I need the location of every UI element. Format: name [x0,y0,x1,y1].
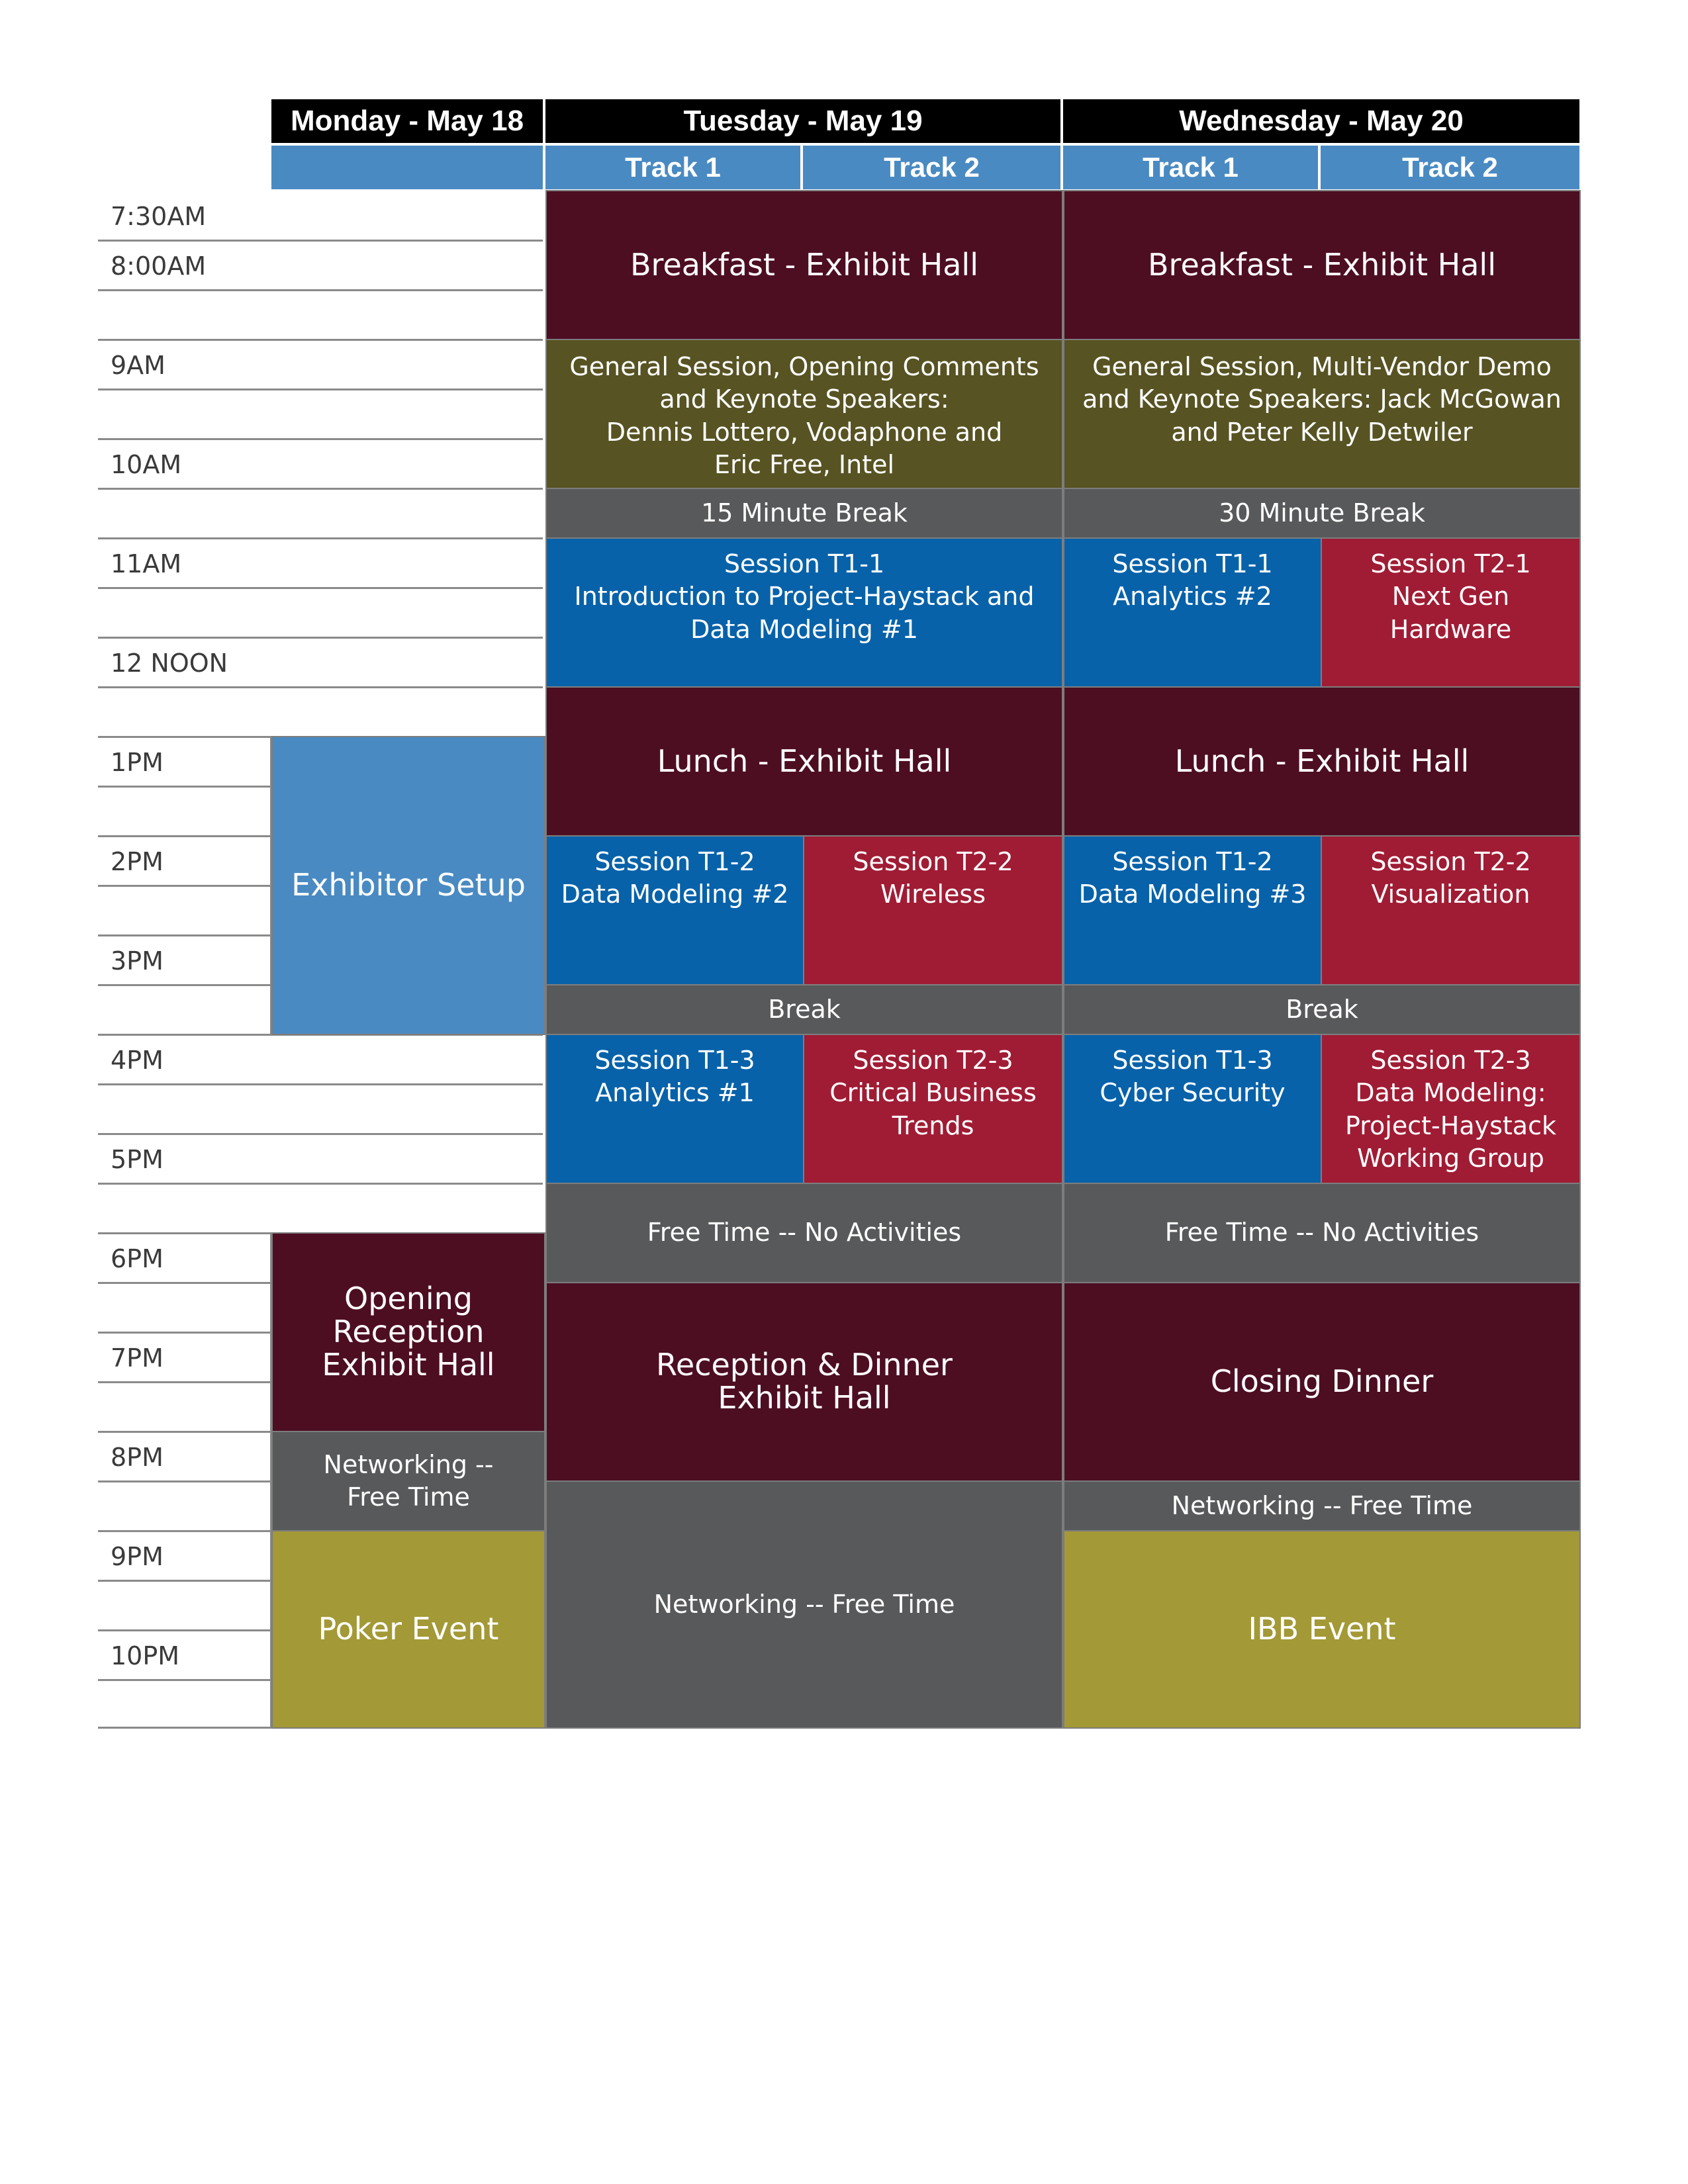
event-label: Session T2-2 Wireless [853,847,1013,909]
event-label: Breakfast - Exhibit Hall [1147,246,1496,283]
wednesday-breakfast [1063,190,1581,340]
time-label: 8:00AM [111,251,207,281]
monday-opening-reception [271,1232,545,1432]
row-line [98,240,543,242]
wednesday-ibb-event [1063,1530,1581,1729]
time-label: 2PM [111,847,164,876]
tuesday-session-t2-3 [803,1034,1063,1184]
time-label: 10AM [111,450,182,479]
event-label: Session T2-2 Visualization [1370,847,1531,909]
wednesday-track-1-header: Track 1 [1063,146,1318,189]
event-label: Session T2-1 Next Gen Hardware [1370,549,1531,644]
event-label: Poker Event [318,1611,499,1647]
row-line [98,1431,271,1433]
row-line [98,1679,271,1681]
event-label: Session T2-3 Critical Business Trends [829,1046,1037,1140]
time-label: 12 NOON [111,649,228,678]
row-line [98,686,543,688]
event-label: General Session, Opening Comments and Keynote Speakers: Dennis Lottero, Vodaphone and Eric Free, Intel [569,352,1039,480]
wednesday-closing-dinner [1063,1282,1581,1482]
time-label: 11AM [111,549,182,578]
row-line [98,1332,271,1334]
tuesday-breakfast [545,190,1063,340]
event-label: Networking -- Free Time [653,1589,955,1619]
row-line [98,587,543,589]
tuesday-track-2-header: Track 2 [803,146,1060,189]
wednesday-30-minute-break [1063,488,1581,539]
event-label: Free Time -- No Activities [647,1218,962,1248]
row-line [98,1530,271,1532]
time-label: 5PM [111,1145,164,1174]
tuesday-session-t1-1 [545,537,1063,688]
tuesday-free-time [545,1183,1063,1283]
event-label: Session T1-3 Cyber Security [1100,1046,1286,1108]
time-label: 9PM [111,1542,164,1571]
row-line [98,289,543,291]
wednesday-session-t2-2 [1321,835,1581,985]
wednesday-free-time [1063,1183,1581,1283]
row-line [98,1381,271,1383]
row-line [98,1580,271,1582]
row-line [98,934,271,936]
monday-track-header [271,146,543,189]
event-label: General Session, Multi-Vendor Demo and Keynote Speakers: Jack McGowan and Peter Kelly Detwiler [1082,352,1562,447]
wednesday-track-2-header: Track 2 [1321,146,1579,189]
event-label: 15 Minute Break [701,498,908,527]
event-label: Session T1-3 Analytics #1 [594,1046,755,1108]
tuesday-lunch [545,686,1063,837]
time-label: 7PM [111,1343,164,1373]
event-label: 30 Minute Break [1219,498,1425,527]
row-line [98,637,543,639]
time-label: 4PM [111,1046,164,1075]
event-label: Closing Dinner [1210,1363,1434,1400]
row-line [98,1282,271,1284]
wednesday-session-t1-1 [1063,537,1322,688]
time-label: 6PM [111,1244,164,1273]
event-label: Session T1-1 Introduction to Project-Haystack and Data Modeling #1 [574,549,1035,644]
event-label: Networking -- Free Time [323,1449,494,1512]
event-label: Opening Reception Exhibit Hall [322,1281,495,1383]
event-label: Free Time -- No Activities [1164,1218,1479,1248]
tuesday-header: Tuesday - May 19 [545,99,1060,143]
tuesday-track-1-header: Track 1 [545,146,800,189]
event-label: Breakfast - Exhibit Hall [630,246,978,283]
wednesday-session-t1-3 [1063,1034,1322,1184]
row-line [98,388,543,390]
event-label: Break [1286,994,1358,1024]
tuesday-reception-dinner [545,1282,1063,1482]
event-label: Session T1-1 Analytics #2 [1112,549,1273,612]
time-label: 10PM [111,1641,180,1670]
row-line [98,835,271,837]
row-line [98,488,543,490]
event-label: Session T2-3 Data Modeling: Project-Haystack Working Group [1345,1046,1556,1173]
tuesday-break [545,984,1063,1035]
wednesday-session-t1-2 [1063,835,1322,985]
tuesday-networking [545,1480,1063,1729]
row-line [98,786,271,788]
monday-poker-event [271,1530,545,1729]
monday-header: Monday - May 18 [271,99,543,143]
tuesday-general-session [545,339,1063,489]
wednesday-networking [1063,1480,1581,1531]
time-label: 1PM [111,748,164,777]
event-label: Session T1-2 Data Modeling #2 [561,847,789,909]
event-label: IBB Event [1248,1611,1396,1647]
row-line [98,885,271,887]
time-label: 8PM [111,1443,164,1472]
monday-networking [271,1431,545,1531]
event-label: Networking -- Free Time [1171,1490,1473,1520]
event-label: Exhibitor Setup [291,867,526,903]
monday-exhibitor-setup [271,736,545,1035]
tuesday-15-minute-break [545,488,1063,539]
event-label: Reception & Dinner Exhibit Hall [656,1347,953,1416]
time-label: 9AM [111,351,165,380]
time-label: 3PM [111,946,164,976]
wednesday-header: Wednesday - May 20 [1063,99,1579,143]
time-label: 7:30AM [111,202,207,231]
row-line [98,1133,543,1135]
tuesday-session-t1-2 [545,835,804,985]
wednesday-session-t2-3 [1321,1034,1581,1184]
event-label: Lunch - Exhibit Hall [657,743,952,779]
row-line [98,1083,543,1085]
tuesday-session-t1-3 [545,1034,804,1184]
event-label: Session T1-2 Data Modeling #3 [1078,847,1307,909]
tuesday-session-t2-2 [803,835,1063,985]
wednesday-lunch [1063,686,1581,837]
wednesday-break [1063,984,1581,1035]
row-line [98,1629,271,1631]
row-line [98,984,271,986]
wednesday-session-t2-1 [1321,537,1581,688]
row-line [98,339,543,341]
row-line [98,537,543,539]
row-line [98,1183,543,1185]
row-line [98,1480,271,1482]
wednesday-general-session [1063,339,1581,489]
event-label: Break [768,994,841,1024]
event-label: Lunch - Exhibit Hall [1174,743,1470,779]
row-line [98,438,543,440]
